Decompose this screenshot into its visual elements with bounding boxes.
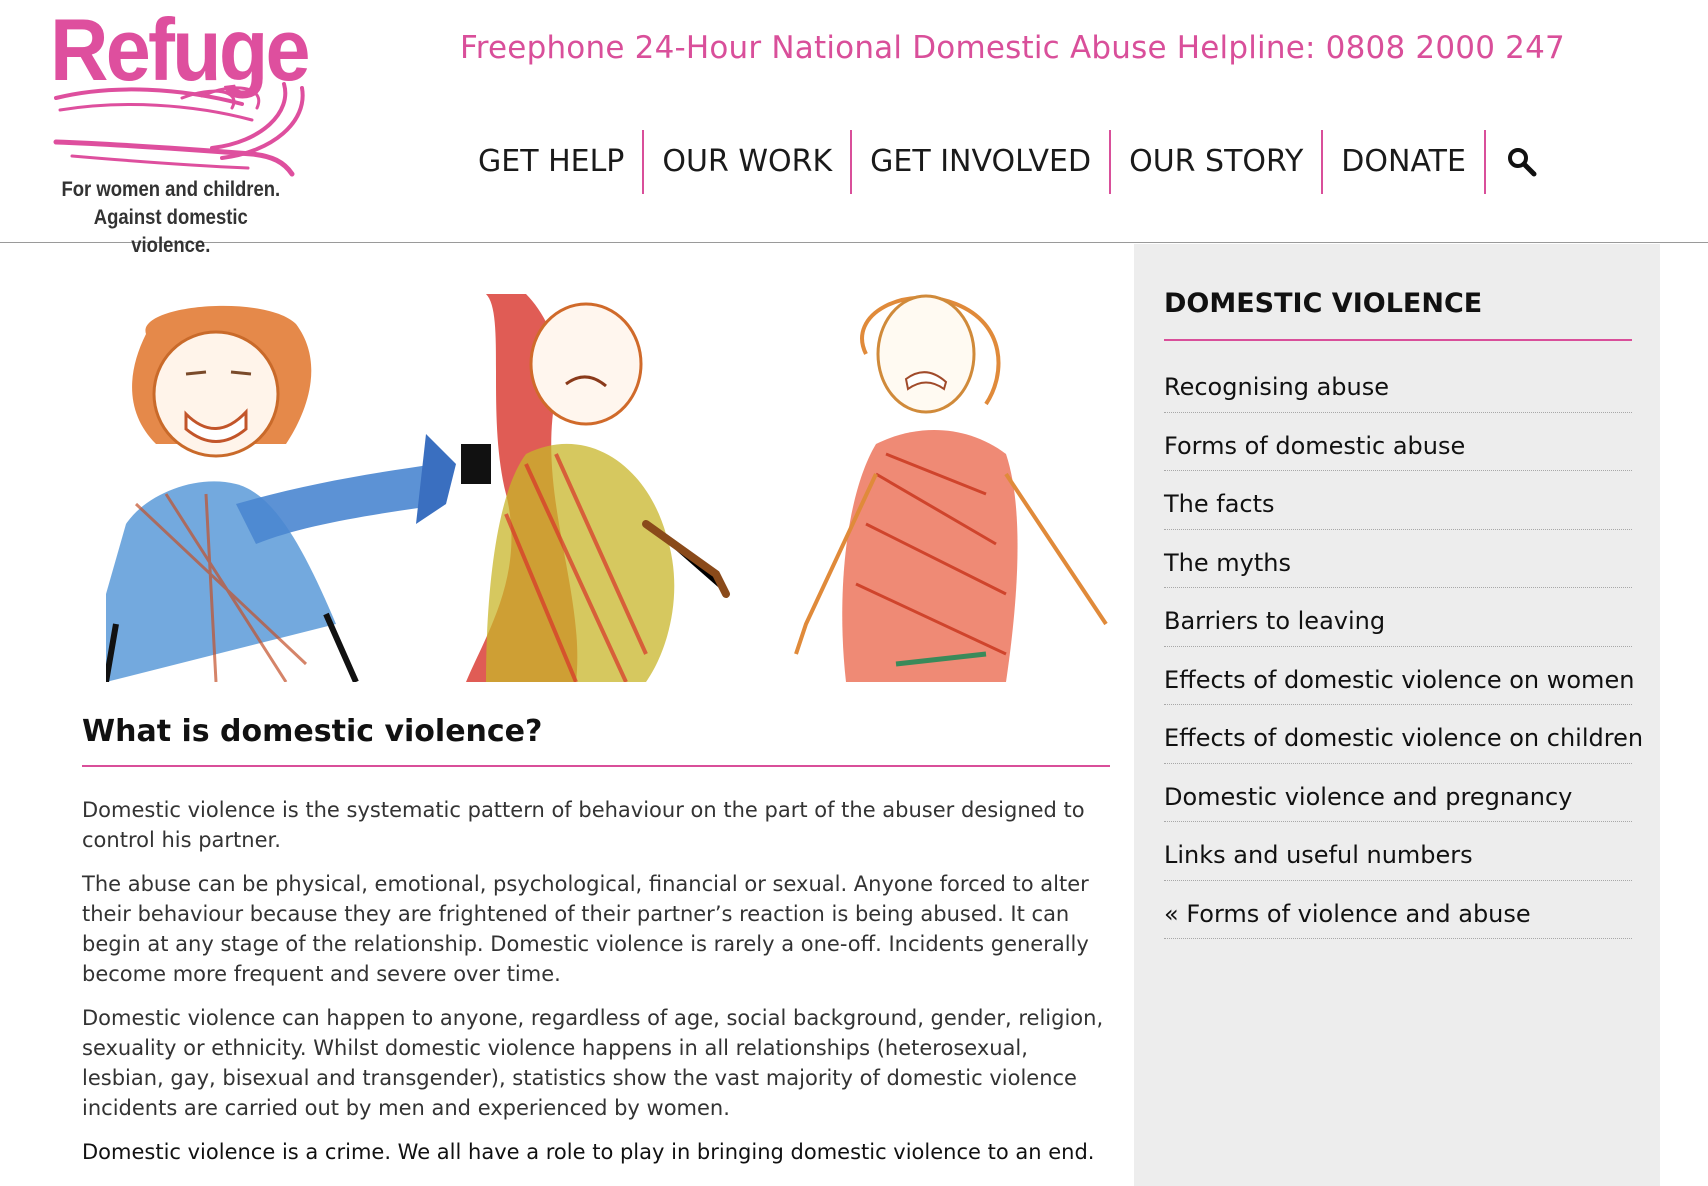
nav-our-story[interactable]: OUR STORY — [1111, 130, 1323, 194]
main-content — [82, 294, 1110, 1167]
sidebar-title: DOMESTIC VIOLENCE — [1164, 288, 1632, 341]
sidebar-item-the-facts[interactable]: The facts — [1164, 471, 1632, 530]
sidebar-item-the-myths[interactable]: The myths — [1164, 530, 1632, 589]
sidebar-item-forms-of-domestic-abuse[interactable]: Forms of domestic abuse — [1164, 413, 1632, 472]
logo-wordmark: Refuge — [50, 0, 308, 99]
logo-tagline — [52, 176, 290, 260]
sidebar-item-pregnancy[interactable]: Domestic violence and pregnancy — [1164, 764, 1632, 823]
article-paragraph: Domestic violence is the systematic pattern of behaviour on the part of the abuser designed to control his partner. — [82, 798, 1085, 852]
nav-our-work[interactable]: OUR WORK — [644, 130, 852, 194]
child-drawing-illustration — [106, 294, 1126, 682]
article-paragraph: Domestic violence is a crime. We all have a role to play in bringing domestic violence to an end. — [82, 1140, 1095, 1164]
tagline-line-1: For women and children. — [61, 178, 281, 201]
sidebar — [1134, 244, 1660, 1186]
site-header — [0, 0, 1708, 257]
article-paragraph: The abuse can be physical, emotional, psychological, financial or sexual. Anyone forced to alter their behaviour because they are frightened of their partner’s reaction is being abused. It can begin at any stage of the relationship. Domestic violence is rarely a one-off. Incidents generally become more frequent and severe over time. — [82, 872, 1089, 986]
article-title: What is domestic violence? — [82, 714, 1110, 767]
tagline-line-2: Against domestic violence. — [93, 206, 248, 257]
sidebar-item-links-useful-numbers[interactable]: Links and useful numbers — [1164, 822, 1632, 881]
sidebar-item-back-forms-of-violence[interactable]: « Forms of violence and abuse — [1164, 881, 1632, 940]
refuge-logo[interactable] — [50, 0, 320, 257]
nav-donate[interactable]: DONATE — [1323, 130, 1486, 194]
main-nav — [460, 130, 1552, 194]
hand-logo-icon — [52, 82, 314, 182]
helpline-banner: Freephone 24-Hour National Domestic Abuse Helpline: 0808 2000 247 — [460, 30, 1565, 66]
sidebar-item-recognising-abuse[interactable]: Recognising abuse — [1164, 354, 1632, 413]
sidebar-menu — [1164, 354, 1644, 939]
nav-get-involved[interactable]: GET INVOLVED — [852, 130, 1111, 194]
sidebar-item-effects-on-women[interactable]: Effects of domestic violence on women — [1164, 647, 1632, 706]
article-paragraph: Domestic violence can happen to anyone, regardless of age, social background, gender, religion, sexuality or ethnicity. Whilst domestic violence happens in all relationships (heterosexual, lesbian, gay, bisexual and transgender), statistics show the vast majority of domestic violence incidents are carried out by men and experienced by women. — [82, 1006, 1104, 1120]
sidebar-item-effects-on-children[interactable]: Effects of domestic violence on children — [1164, 705, 1632, 764]
search-icon[interactable] — [1492, 130, 1552, 194]
nav-get-help[interactable]: GET HELP — [460, 130, 644, 194]
sidebar-item-barriers-to-leaving[interactable]: Barriers to leaving — [1164, 588, 1632, 647]
